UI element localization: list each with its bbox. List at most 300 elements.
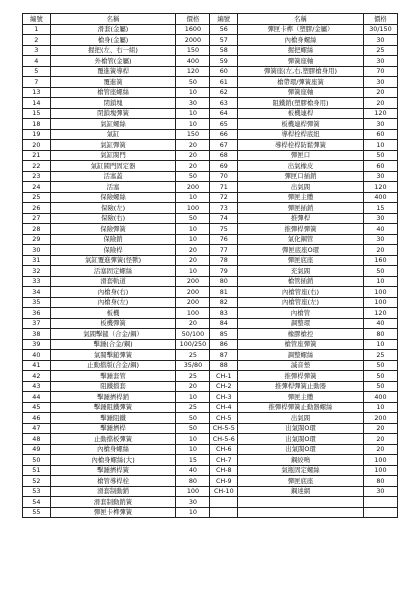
table-row [23, 402, 398, 413]
part-number-left: 31 [23, 255, 51, 266]
part-price-left: 80 [176, 476, 210, 487]
table-row [23, 339, 398, 350]
part-price-right: 50 [363, 360, 397, 371]
part-name-right: 彈匣口插銷 [238, 171, 364, 182]
table-row [23, 350, 398, 361]
part-number-right: 69 [210, 161, 238, 172]
part-name-right: 推彈桿彈簧止動器 [238, 381, 364, 392]
table-row [23, 392, 398, 403]
table-row [23, 371, 398, 382]
part-price-right: 50 [363, 150, 397, 161]
part-price-right: 10 [363, 140, 397, 151]
table-header-row [23, 14, 398, 25]
part-price-right: 70 [363, 66, 397, 77]
part-number-right: 73 [210, 203, 238, 214]
part-number-right: 60 [210, 66, 238, 77]
table-row [23, 234, 398, 245]
part-price-left: 150 [176, 129, 210, 140]
part-name-right: 充氣閥 [238, 266, 364, 277]
part-number-right: 86 [210, 339, 238, 350]
part-number-right: CH-3 [210, 392, 238, 403]
part-price-right: 25 [363, 350, 397, 361]
table-row [23, 434, 398, 445]
part-number-right: CH-9 [210, 476, 238, 487]
part-number-left: 48 [23, 434, 51, 445]
part-price-left: 50/100 [176, 329, 210, 340]
part-price-right: 20 [363, 98, 397, 109]
part-price-left: 20 [176, 255, 210, 266]
part-name-right: 導桿栓桿底紐 [238, 129, 364, 140]
part-name-left: 保險桿 [50, 245, 176, 256]
part-price-left: 1600 [176, 24, 210, 35]
part-name-left: 擊錘套管 [50, 371, 176, 382]
part-price-left: 10 [176, 119, 210, 130]
part-price-left: 200 [176, 276, 210, 287]
table-row [23, 129, 398, 140]
part-number-right: 75 [210, 224, 238, 235]
part-price-left: 20 [176, 381, 210, 392]
part-number-right: 76 [210, 234, 238, 245]
part-name-left: 保險(左) [50, 203, 176, 214]
part-number-left: 53 [23, 486, 51, 497]
table-row [23, 308, 398, 319]
part-number-left: 46 [23, 413, 51, 424]
part-name-left: 保險(右) [50, 213, 176, 224]
table-row [23, 203, 398, 214]
part-number-left: 19 [23, 129, 51, 140]
table-row [23, 119, 398, 130]
part-name-left: 閉鎖塊彈簧 [50, 108, 176, 119]
part-name-right: 推彈桿彈簧止動器螺絲 [238, 402, 364, 413]
table-row [23, 276, 398, 287]
part-name-right: 彈匣底座 [238, 476, 364, 487]
table-row [23, 245, 398, 256]
part-name-right: 內槍管座(右) [238, 287, 364, 298]
part-number-right: 63 [210, 98, 238, 109]
part-price-left: 10 [176, 192, 210, 203]
part-name-right: 調整環 [238, 318, 364, 329]
part-number-left: 36 [23, 308, 51, 319]
part-number-right: 84 [210, 318, 238, 329]
part-number-left: 43 [23, 381, 51, 392]
part-price-right [363, 507, 397, 518]
part-number-left: 41 [23, 360, 51, 371]
part-number-right: 61 [210, 77, 238, 88]
table-row [23, 423, 398, 434]
part-number-left: 54 [23, 497, 51, 508]
table-row [23, 45, 398, 56]
part-price-right: 30 [363, 213, 397, 224]
part-name-left: 氣閥擊鎚彈簧 [50, 350, 176, 361]
part-price-left: 20 [176, 318, 210, 329]
part-price-right: 20 [363, 87, 397, 98]
part-price-left: 10 [176, 434, 210, 445]
part-price-right: 120 [363, 108, 397, 119]
part-price-left: 15 [176, 455, 210, 466]
part-name-left: 擊錘擠桿簧 [50, 465, 176, 476]
part-name-left: 內槍身(右) [50, 287, 176, 298]
part-name-right: 彈簧座(左,右,塑膠槍身用) [238, 66, 364, 77]
table-row [23, 413, 398, 424]
part-number-left: 44 [23, 392, 51, 403]
part-number-right: 64 [210, 108, 238, 119]
table-row [23, 444, 398, 455]
part-price-right: 80 [363, 329, 397, 340]
part-name-left: 板機 [50, 308, 176, 319]
part-price-right: 20 [363, 434, 397, 445]
part-price-left: 10 [176, 108, 210, 119]
part-name-right: 彈匣口 [238, 150, 364, 161]
part-name-left: 外槍管(金屬) [50, 56, 176, 67]
part-name-right: 槍管座彈簧 [238, 339, 364, 350]
part-number-left: 26 [23, 203, 51, 214]
table-row [23, 266, 398, 277]
part-name-left: 槍身(金屬) [50, 35, 176, 46]
part-price-left: 30 [176, 98, 210, 109]
part-number-right: 87 [210, 350, 238, 361]
part-name-right: 內槍身螺絲 [238, 35, 364, 46]
part-price-left: 200 [176, 297, 210, 308]
header-number-left: 編號 [23, 14, 51, 25]
part-price-right: 15 [363, 203, 397, 214]
part-name-left: 槍管座螺絲 [50, 87, 176, 98]
part-number-right: 66 [210, 129, 238, 140]
part-number-right: 82 [210, 297, 238, 308]
part-number-right: CH-5-5 [210, 423, 238, 434]
part-price-left: 30 [176, 497, 210, 508]
part-name-left: 擊錘(合金/鋼) [50, 339, 176, 350]
header-price-right: 價格 [363, 14, 397, 25]
part-price-left: 10 [176, 234, 210, 245]
part-price-right: 30 [363, 56, 397, 67]
part-price-left: 100 [176, 486, 210, 497]
part-number-left: 23 [23, 171, 51, 182]
part-number-right: 83 [210, 308, 238, 319]
table-row [23, 24, 398, 35]
part-price-left: 10 [176, 224, 210, 235]
part-price-right: 200 [363, 413, 397, 424]
part-price-right: 40 [363, 318, 397, 329]
part-name-right: 滅音墊 [238, 360, 364, 371]
part-name-left: 握把(左、右一組) [50, 45, 176, 56]
part-name-left: 板機彈簧 [50, 318, 176, 329]
part-number-left: 51 [23, 465, 51, 476]
part-price-right: 50 [363, 266, 397, 277]
part-number-left: 14 [23, 98, 51, 109]
part-number-right: 71 [210, 182, 238, 193]
part-name-right: 彈匣卡榫（塑膠/金屬） [238, 24, 364, 35]
part-number-right: 58 [210, 45, 238, 56]
part-price-left: 35/80 [176, 360, 210, 371]
part-price-right: 10 [363, 339, 397, 350]
part-price-right: 100 [363, 465, 397, 476]
part-name-left: 滑套制動銷 [50, 486, 176, 497]
table-row [23, 171, 398, 182]
part-name-right: 鋼達網 [238, 486, 364, 497]
part-price-left: 50 [176, 213, 210, 224]
part-name-right: 內槍管座(左) [238, 297, 364, 308]
table-row [23, 255, 398, 266]
part-price-right: 400 [363, 192, 397, 203]
table-row [23, 497, 398, 508]
part-number-left: 27 [23, 213, 51, 224]
table-row [23, 108, 398, 119]
part-name-right: 彈匣主體 [238, 392, 364, 403]
part-number-left: 50 [23, 455, 51, 466]
part-name-right: 推彈桿彈簧 [238, 371, 364, 382]
part-name-right: 出氣閥 [238, 413, 364, 424]
part-number-left: 49 [23, 444, 51, 455]
part-price-left: 100/250 [176, 339, 210, 350]
part-number-right: CH-7 [210, 455, 238, 466]
part-name-right: 彈簧座軸 [238, 56, 364, 67]
table-row [23, 77, 398, 88]
part-name-left: 彈匣卡榫彈簧 [50, 507, 176, 518]
part-price-right: 50 [363, 371, 397, 382]
part-name-right: 內槍管 [238, 308, 364, 319]
part-number-left: 24 [23, 182, 51, 193]
part-price-left: 50 [176, 413, 210, 424]
part-number-left: 7 [23, 77, 51, 88]
part-name-right [238, 507, 364, 518]
part-number-right: 77 [210, 245, 238, 256]
part-price-right: 160 [363, 255, 397, 266]
part-name-left: 阻鐵擋套 [50, 381, 176, 392]
part-price-right: 60 [363, 161, 397, 172]
part-number-left: 38 [23, 329, 51, 340]
part-price-right: 100 [363, 297, 397, 308]
part-number-right: 85 [210, 329, 238, 340]
part-number-left: 2 [23, 35, 51, 46]
part-name-left: 活塞蓋 [50, 171, 176, 182]
part-number-right: 65 [210, 119, 238, 130]
part-number-right: CH-2 [210, 381, 238, 392]
part-number-left: 13 [23, 87, 51, 98]
part-number-right: 88 [210, 360, 238, 371]
part-name-left: 氣缸 [50, 129, 176, 140]
part-name-right: 出氣閥O環 [238, 423, 364, 434]
table-row [23, 318, 398, 329]
part-price-right: 120 [363, 182, 397, 193]
part-number-left: 18 [23, 119, 51, 130]
part-name-right: 調整螺絲 [238, 350, 364, 361]
part-number-left: 37 [23, 318, 51, 329]
part-price-left: 25 [176, 350, 210, 361]
part-name-right: 推彈桿 [238, 213, 364, 224]
part-name-left: 覆進簧導桿 [50, 66, 176, 77]
part-price-right: 50 [363, 381, 397, 392]
part-number-right: CH-5 [210, 413, 238, 424]
part-price-left: 20 [176, 140, 210, 151]
part-name-left: 活塞固定螺絲 [50, 266, 176, 277]
part-number-right: CH-5-6 [210, 434, 238, 445]
table-row [23, 465, 398, 476]
part-number-left: 25 [23, 192, 51, 203]
part-price-right: 30 [363, 171, 397, 182]
part-price-left: 2000 [176, 35, 210, 46]
table-row [23, 98, 398, 109]
part-number-right: 81 [210, 287, 238, 298]
part-name-left: 內槍身螺絲(大) [50, 455, 176, 466]
table-row [23, 455, 398, 466]
part-name-left: 氣缸螺絲 [50, 119, 176, 130]
part-name-left: 覆進簧 [50, 77, 176, 88]
part-price-left: 10 [176, 507, 210, 518]
header-name-left: 名稱 [50, 14, 176, 25]
part-name-left: 氣閥擊鎚（合金/鋼） [50, 329, 176, 340]
part-name-right: 氣化鋼管 [238, 234, 364, 245]
part-name-left: 氣缸閥門 [50, 150, 176, 161]
part-name-right: 彈匣底座 [238, 255, 364, 266]
table-row [23, 360, 398, 371]
part-price-right: 40 [363, 224, 397, 235]
part-price-left: 25 [176, 402, 210, 413]
header-price-left: 價格 [176, 14, 210, 25]
part-name-right: 出氣閥O環 [238, 444, 364, 455]
part-number-left: 42 [23, 371, 51, 382]
part-number-right: 70 [210, 171, 238, 182]
part-name-right: 鋼絞鳴 [238, 455, 364, 466]
part-name-right: 出氣閥O環 [238, 434, 364, 445]
part-name-right: 槍帶環/彈簧座簧 [238, 77, 364, 88]
part-name-left: 內槍身螺絲 [50, 444, 176, 455]
part-name-left: 滑套制動銷簧 [50, 497, 176, 508]
part-number-left: 52 [23, 476, 51, 487]
part-name-left: 止動擋板彈簧 [50, 434, 176, 445]
part-name-right: 彈匣插銷 [238, 203, 364, 214]
part-price-left: 10 [176, 87, 210, 98]
part-name-left: 內槍身(左) [50, 297, 176, 308]
part-name-left: 滑套(金屬) [50, 24, 176, 35]
part-price-right: 20 [363, 444, 397, 455]
part-number-left: 34 [23, 287, 51, 298]
header-name-right: 名稱 [238, 14, 364, 25]
part-number-right: 78 [210, 255, 238, 266]
part-name-left: 氣缸彈簧 [50, 140, 176, 151]
part-name-right: 出氣橡皮 [238, 161, 364, 172]
part-number-right: 68 [210, 150, 238, 161]
part-number-right: CH-1 [210, 371, 238, 382]
part-price-right: 10 [363, 276, 397, 287]
table-row [23, 213, 398, 224]
part-price-left: 20 [176, 245, 210, 256]
table-row [23, 192, 398, 203]
part-name-right: 出氣閥 [238, 182, 364, 193]
part-name-left: 氣缸閥門固定器 [50, 161, 176, 172]
part-number-right: 57 [210, 35, 238, 46]
part-name-right: 阻鐵銷(塑膠槍身用) [238, 98, 364, 109]
part-name-left: 擊錘阻鐵 [50, 413, 176, 424]
part-name-left: 擊錘擠桿銷 [50, 392, 176, 403]
header-number-right: 編號 [210, 14, 238, 25]
part-name-right: 彈匣主體 [238, 192, 364, 203]
part-price-right: 30 [363, 119, 397, 130]
part-price-left: 150 [176, 45, 210, 56]
part-number-left: 4 [23, 56, 51, 67]
part-price-right: 20 [363, 245, 397, 256]
part-price-left: 10 [176, 444, 210, 455]
part-number-left: 40 [23, 350, 51, 361]
table-row [23, 381, 398, 392]
part-name-right: 板機連桿 [238, 108, 364, 119]
table-body [23, 24, 398, 518]
table-row [23, 150, 398, 161]
table-row [23, 476, 398, 487]
part-number-right: CH-4 [210, 402, 238, 413]
part-price-left: 400 [176, 56, 210, 67]
part-number-left: 20 [23, 140, 51, 151]
part-name-right: 槍管插銷 [238, 276, 364, 287]
part-name-right: 握把螺絲 [238, 45, 364, 56]
table-row [23, 329, 398, 340]
part-name-left: 活塞 [50, 182, 176, 193]
part-name-right: 氣瓶固定螺絲 [238, 465, 364, 476]
part-price-right: 120 [363, 308, 397, 319]
part-price-right: 30/150 [363, 24, 397, 35]
part-number-left: 21 [23, 150, 51, 161]
part-price-right: 400 [363, 392, 397, 403]
part-number-right: CH-8 [210, 465, 238, 476]
part-number-left: 33 [23, 276, 51, 287]
part-number-right: 74 [210, 213, 238, 224]
part-price-right: 10 [363, 402, 397, 413]
part-name-right: 彈簧座軸 [238, 87, 364, 98]
part-name-left: 閉鎖塊 [50, 98, 176, 109]
part-number-left: 29 [23, 234, 51, 245]
part-number-left: 22 [23, 161, 51, 172]
part-name-left: 保險銷 [50, 234, 176, 245]
part-price-left: 10 [176, 392, 210, 403]
part-number-right: CH-6 [210, 444, 238, 455]
part-name-right: 板機連桿彈簧 [238, 119, 364, 130]
part-name-left: 止動擋版(合金/鋼) [50, 360, 176, 371]
part-price-left: 100 [176, 308, 210, 319]
part-number-left: 47 [23, 423, 51, 434]
table-row [23, 507, 398, 518]
parts-price-table [22, 13, 398, 518]
part-price-right [363, 497, 397, 508]
part-number-right: 72 [210, 192, 238, 203]
part-price-left: 50 [176, 77, 210, 88]
part-number-left: 1 [23, 24, 51, 35]
part-number-left: 3 [23, 45, 51, 56]
part-price-right: 80 [363, 476, 397, 487]
part-price-left: 40 [176, 465, 210, 476]
part-number-right: 79 [210, 266, 238, 277]
part-name-right: 彈匣底座O環 [238, 245, 364, 256]
part-price-left: 200 [176, 287, 210, 298]
part-price-left: 20 [176, 150, 210, 161]
table-row [23, 182, 398, 193]
part-price-left: 50 [176, 171, 210, 182]
table-row [23, 35, 398, 46]
part-number-left: 35 [23, 297, 51, 308]
part-number-left: 55 [23, 507, 51, 518]
part-name-left: 保險螺絲 [50, 192, 176, 203]
part-price-left: 200 [176, 182, 210, 193]
part-number-right [210, 507, 238, 518]
part-number-left: 15 [23, 108, 51, 119]
part-name-left: 氣缸覆進彈簧(怪獸) [50, 255, 176, 266]
part-price-right: 100 [363, 455, 397, 466]
part-number-left: 28 [23, 224, 51, 235]
part-number-right: 56 [210, 24, 238, 35]
part-name-right [238, 497, 364, 508]
part-number-right [210, 497, 238, 508]
part-name-left: 滑套軌道 [50, 276, 176, 287]
table-row [23, 87, 398, 98]
part-price-right: 60 [363, 129, 397, 140]
